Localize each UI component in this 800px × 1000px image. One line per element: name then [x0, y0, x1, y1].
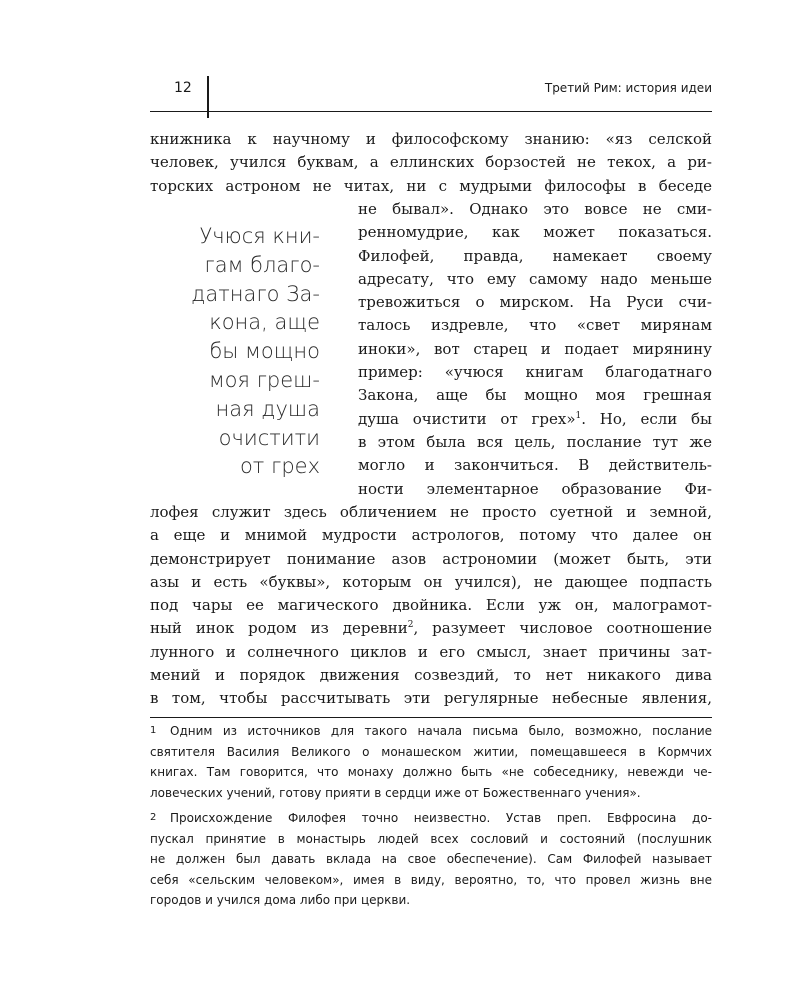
body-line: не бывал». Однако это вовсе не сми-	[358, 200, 712, 218]
pull-quote	[175, 222, 320, 481]
body-line: азы и есть «буквы», которым он учился), не дающее подпасть	[150, 572, 712, 591]
body-line: адресату, что ему самому надо меньше	[358, 269, 712, 288]
pull-quote-line: очистити	[218, 425, 320, 450]
pull-quote-line: Учюся кни-	[199, 224, 320, 248]
body-line-tail: , разумеет числовое соотношение	[413, 619, 712, 638]
footnote-line: Одним из источников для такого начала письма было, возможно, послание	[170, 724, 712, 738]
footnotes	[150, 721, 712, 916]
body-line: торских астроном не читах, ни с мудрыми философы в беседе	[150, 176, 712, 195]
body-line: талось издревле, что «свет мирянам	[358, 316, 712, 335]
body-line: в этом была вся цель, послание тут же	[358, 432, 712, 451]
body-line: под чары ее магического двойника. Если уж он, малограмот-	[150, 596, 712, 615]
body-line-text: ный инок родом из деревни	[150, 619, 408, 638]
body-narrow-column	[358, 198, 712, 501]
footnote-line: ловеческих учений, готову прияти в сердци иже от Божественнаго учения».	[150, 785, 641, 800]
body-bottom-paragraph	[150, 501, 712, 711]
footnote-line: Происхождение Филофея точно неизвестно. Устав преп. Евфросина до-	[170, 811, 712, 825]
footnote-line: не должен был давать вклада на свое обеспечение). Сам Филофей называет	[150, 852, 712, 866]
body-line-tail: . Но, если бы	[581, 409, 712, 428]
footnote-line: пускал принятие в монастырь людей всех сословий и состояний (послушник	[150, 831, 712, 846]
footnote-ref[interactable]: 1	[575, 410, 582, 421]
body-line: лофея служит здесь обличением не просто суетной и земной,	[150, 503, 712, 521]
page-number: 12	[174, 80, 192, 96]
footnote-line: городов и учился дома либо при церкви.	[150, 893, 411, 907]
footnote-rule	[150, 717, 712, 718]
footnote-number: 1	[150, 725, 157, 736]
body-line: человек, учился буквам, а еллинских борзостей не текох, а ри-	[150, 153, 712, 172]
footnote-1	[150, 721, 712, 803]
body-line: мений и порядок движения созвездий, то нет никакого дива	[150, 666, 712, 685]
footnote-2	[150, 808, 712, 911]
pull-quote-line: ная душа	[215, 396, 320, 421]
pull-quote-line: бы мощно	[209, 339, 320, 364]
body-line-text: душа очистити от грех»	[358, 409, 576, 428]
body-line: Филофей, правда, намекает своему	[358, 246, 712, 265]
body-line: книжника к научному и философскому знанию: «яз селской	[150, 130, 712, 148]
body-line: Закона, аще бы мощно моя грешная	[358, 386, 712, 405]
pull-quote-line: моя греш-	[208, 367, 320, 392]
body-line: лунного и солнечного циклов и его смысл, знает причины зат-	[150, 642, 712, 661]
pull-quote-line: от грех	[239, 454, 320, 479]
body-line-with-footnote	[150, 617, 712, 640]
body-top-paragraph	[150, 128, 712, 198]
footnote-line: себя «сельским человеком», имея в виду, вероятно, то, что провел жизнь вне	[150, 872, 712, 887]
body-line: могло и закончиться. В действитель-	[358, 456, 712, 475]
body-line: ренномудрие, как может показаться.	[358, 223, 712, 242]
header-rule	[150, 111, 712, 112]
body-line: иноки», вот старец и подает мирянину	[358, 339, 712, 358]
body-line: пример: «учюся книгам благодатнаго	[358, 363, 712, 382]
body-line: тревожиться о мирском. На Руси счи-	[358, 293, 712, 312]
footnote-line: книгах. Там говорится, что монаху должно быть «не собеседнику, невежди че-	[150, 765, 712, 779]
body-line-with-footnote	[358, 408, 712, 431]
footnote-line: святителя Василия Великого о монашеском житии, помещавшееся в Кормчих	[150, 744, 712, 759]
pull-quote-line: гам благо-	[204, 252, 320, 277]
body-line: в том, чтобы рассчитывать эти регулярные небесные явления,	[150, 689, 712, 708]
body-line: а еще и мнимой мудрости астрологов, потому что далее он	[150, 526, 712, 545]
running-title: Третий Рим: история идеи	[544, 81, 712, 95]
page-header	[150, 68, 712, 112]
footnote-ref[interactable]: 2	[407, 620, 414, 631]
pull-quote-line: кона, аще	[209, 310, 320, 335]
footnote-number: 2	[150, 812, 157, 823]
body-line: ности элементарное образование Фи-	[358, 479, 712, 498]
body-line: демонстрирует понимание азов астрономии (может быть, эти	[150, 549, 712, 568]
pull-quote-line: датнаго За-	[191, 281, 320, 306]
